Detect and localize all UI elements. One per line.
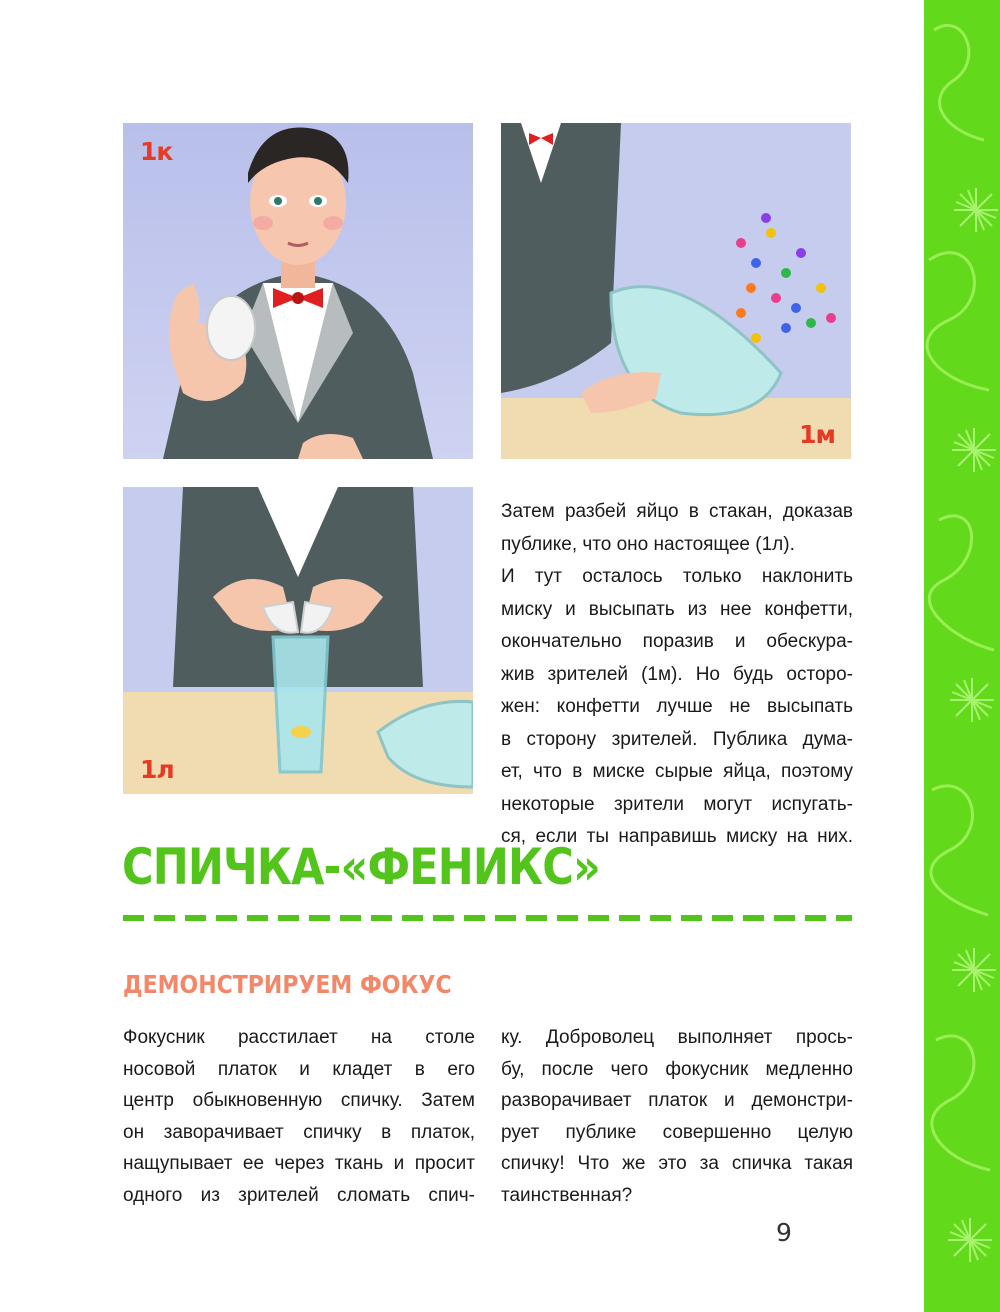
text-line: ся, если ты направишь миску на них. (501, 826, 853, 847)
text-line: одного из зрителей сломать спич- (123, 1184, 475, 1206)
text-line: рует публике совершенно целую (501, 1121, 853, 1143)
text-column-left (123, 1022, 475, 1211)
section-subtitle: ДЕМОНСТРИРУЕМ ФОКУС (123, 970, 452, 999)
panel-label: 1м (799, 420, 835, 449)
text-line: окончательно поразив и обескура- (501, 631, 853, 652)
text-line: носовой платок и кладет в его (123, 1058, 475, 1080)
text-line: бу, после чего фокусник медленно (501, 1058, 853, 1080)
ribbon-pattern-icon (924, 0, 1000, 1312)
text-line: ку. Доброволец выполняет прось- (501, 1027, 853, 1048)
text-line: некоторые зрители могут испугать- (501, 793, 853, 815)
decorative-side-strip (924, 0, 1000, 1312)
egg-into-glass-illustration (123, 487, 473, 794)
text-line: таинственная? (501, 1184, 633, 1206)
panel-label: 1к (140, 137, 173, 166)
section-title: СПИЧКА-«ФЕНИКС» (122, 838, 600, 896)
magician-with-egg-illustration (123, 123, 473, 459)
text-line: И тут осталось только наклонить (501, 566, 853, 587)
page-number: 9 (776, 1218, 792, 1247)
illustration-panel-1k (123, 123, 473, 459)
text-line: разворачивает платок и демонстри- (501, 1090, 853, 1111)
text-line: ет, что в миске сырые яйца, поэтому (501, 761, 853, 782)
instruction-text (501, 496, 853, 854)
dashed-divider (123, 915, 852, 921)
text-line: миску и высыпать из нее конфетти, (501, 598, 853, 620)
text-line: нащупывает ее через ткань и просит (123, 1153, 475, 1174)
text-line: жив зрителей (1м). Но будь осторо- (501, 663, 853, 685)
bowl-with-confetti-illustration (501, 123, 851, 459)
illustration-panel-1l (123, 487, 473, 794)
text-line: публике, что оно настоящее (1л). (501, 533, 795, 555)
text-line: центр обыкновенную спичку. Затем (123, 1090, 475, 1111)
text-line: он заворачивает спичку в платок, (123, 1121, 475, 1143)
text-line: в сторону зрителей. Публика дума- (501, 728, 853, 750)
text-column-right (501, 1022, 853, 1211)
text-line: спичку! Что же это за спичка такая (501, 1153, 853, 1174)
text-line: Затем разбей яйцо в стакан, доказав (501, 501, 853, 522)
text-line: Фокусник расстилает на столе (123, 1027, 475, 1048)
panel-label: 1л (140, 755, 174, 784)
illustration-panel-1m (501, 123, 851, 459)
text-line: жен: конфетти лучше не высыпать (501, 696, 853, 717)
